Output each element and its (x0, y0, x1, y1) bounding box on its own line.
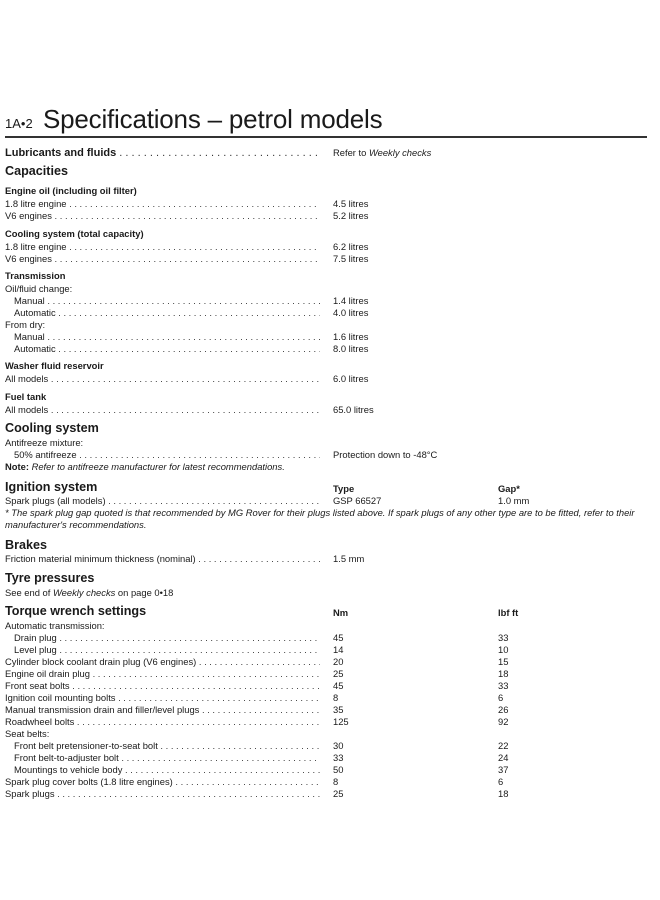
torque-lbf: 6 (498, 776, 504, 787)
spec-label: V6 engines . . . (5, 253, 320, 265)
page-title: Specifications – petrol models (43, 104, 383, 134)
torque-nm: 45 (333, 632, 344, 643)
spec-row (0, 241, 660, 253)
from-dry-label: From dry: (5, 319, 46, 330)
spec-value: Protection down to -48°C (333, 449, 438, 460)
spec-row (0, 404, 660, 416)
washer-heading: Washer fluid reservoir (5, 360, 104, 371)
torque-lbf: 18 (498, 668, 509, 679)
note-label: Note: (5, 461, 29, 472)
torque-label: Spark plugs . . . (5, 788, 320, 800)
spec-value: 1.5 mm (333, 553, 365, 564)
spec-value: 8.0 litres (333, 343, 369, 354)
header-rule (5, 136, 647, 138)
torque-lbf: 6 (498, 692, 504, 703)
torque-label: Mountings to vehicle body . . . (14, 764, 320, 776)
spec-value: 65.0 litres (333, 404, 374, 415)
torque-nm: 25 (333, 668, 344, 679)
tyre-pressures-heading: Tyre pressures (5, 571, 95, 585)
torque-row (0, 764, 660, 776)
spec-value: 1.6 litres (333, 331, 369, 342)
transmission-heading: Transmission (5, 270, 66, 281)
spec-row (0, 198, 660, 210)
torque-nm: 8 (333, 692, 339, 703)
torque-lbf: 15 (498, 656, 509, 667)
spec-row (0, 343, 660, 355)
torque-label: Front belt-to-adjuster bolt . . . (14, 752, 320, 764)
spec-label: Automatic . . . (14, 343, 320, 355)
brakes-heading: Brakes (5, 538, 48, 552)
torque-label: Ignition coil mounting bolts . . . (5, 692, 320, 704)
torque-row (0, 644, 660, 656)
spec-label: 50% antifreeze . . . (14, 449, 320, 461)
spec-label: Manual . . . (14, 295, 320, 307)
torque-nm: 45 (333, 680, 344, 691)
lubricants-value-prefix: Refer to (333, 147, 369, 158)
torque-lbf: 33 (498, 680, 509, 691)
torque-nm: 33 (333, 752, 344, 763)
torque-lbf: 26 (498, 704, 509, 715)
weekly-checks-ref: Weekly checks (52, 587, 116, 598)
spec-value: 5.2 litres (333, 210, 369, 221)
torque-nm: 50 (333, 764, 344, 775)
capacities-heading: Capacities (5, 164, 68, 178)
spec-value: 4.0 litres (333, 307, 369, 318)
spec-label: Manual . . . (14, 331, 320, 343)
spec-value: 6.2 litres (333, 241, 369, 252)
spec-label: 1.8 litre engine . . . (5, 198, 320, 210)
torque-lbf: 92 (498, 716, 509, 727)
spec-label: All models . . . (5, 404, 320, 416)
torque-row (0, 680, 660, 692)
torque-label: Level plug . . . (14, 644, 320, 656)
tyre-pressures-text (5, 587, 173, 598)
torque-heading: Torque wrench settings (5, 604, 147, 618)
spec-label: Spark plugs (all models) . . . (5, 495, 320, 507)
page-header (5, 104, 647, 136)
torque-lbf: 18 (498, 788, 509, 799)
torque-row (0, 656, 660, 668)
tyre-text-prefix: See end of (5, 587, 53, 598)
torque-lbf: 24 (498, 752, 509, 763)
spark-plug-note: * The spark plug gap quoted is that recommended by MG Rover for their plugs listed above. If spark plugs of any other type are to be fitted, refer to their manufacturer's recommendations. (5, 507, 635, 530)
torque-lbf: 10 (498, 644, 509, 655)
antifreeze-note (5, 461, 285, 472)
torque-row (0, 704, 660, 716)
torque-lbf: 37 (498, 764, 509, 775)
torque-nm: 125 (333, 716, 349, 727)
torque-label: Drain plug . . . (14, 632, 320, 644)
spec-label: Friction material minimum thickness (nominal) . . . (5, 553, 320, 565)
torque-label: Roadwheel bolts . . . (5, 716, 320, 728)
antifreeze-label: Antifreeze mixture: (5, 437, 84, 448)
spec-row (0, 210, 660, 222)
weekly-checks-ref: Weekly checks (368, 147, 432, 158)
spec-value: 7.5 litres (333, 253, 369, 264)
torque-row (0, 668, 660, 680)
torque-row (0, 788, 660, 800)
type-column-header: Type (333, 483, 355, 494)
spark-plug-gap: 1.0 mm (498, 495, 530, 506)
spec-value: 4.5 litres (333, 198, 369, 209)
spec-label: All models . . . (5, 373, 320, 385)
torque-nm: 20 (333, 656, 344, 667)
spec-row (0, 373, 660, 385)
lubricants-row (0, 147, 660, 159)
spec-label: V6 engines . . . (5, 210, 320, 222)
spec-row (0, 449, 660, 461)
note-text: Refer to antifreeze manufacturer for latest recommendations. (28, 461, 285, 472)
torque-label: Manual transmission drain and filler/level plugs . . . (5, 704, 320, 716)
spec-row (0, 495, 660, 507)
spec-row (0, 253, 660, 265)
page-code: 1A•2 (5, 116, 33, 131)
engine-oil-heading: Engine oil (including oil filter) (5, 185, 137, 196)
torque-row (0, 752, 660, 764)
torque-nm: 30 (333, 740, 344, 751)
cooling-system-heading: Cooling system (5, 421, 99, 435)
auto-transmission-label: Automatic transmission: (5, 620, 105, 631)
ignition-heading: Ignition system (5, 480, 98, 494)
spec-value: 1.4 litres (333, 295, 369, 306)
spec-label: Automatic . . . (14, 307, 320, 319)
lbf-column-header: lbf ft (498, 607, 519, 618)
spec-label: 1.8 litre engine . . . (5, 241, 320, 253)
torque-label: Front seat bolts . . . (5, 680, 320, 692)
torque-label: Engine oil drain plug . . . (5, 668, 320, 680)
spec-row (0, 295, 660, 307)
cooling-capacity-heading: Cooling system (total capacity) (5, 228, 144, 239)
gap-column-header: Gap* (498, 483, 520, 494)
torque-label: Cylinder block coolant drain plug (V6 engines) . . . (5, 656, 320, 668)
torque-label: Front belt pretensioner-to-seat bolt . . . (14, 740, 320, 752)
spec-row (0, 307, 660, 319)
spec-row (0, 553, 660, 565)
torque-row (0, 776, 660, 788)
torque-row (0, 740, 660, 752)
torque-nm: 25 (333, 788, 344, 799)
torque-nm: 35 (333, 704, 344, 715)
torque-row (0, 632, 660, 644)
torque-nm: 8 (333, 776, 339, 787)
torque-lbf: 33 (498, 632, 509, 643)
spec-value: 6.0 litres (333, 373, 369, 384)
tyre-text-suffix: on page 0•18 (115, 587, 174, 598)
torque-lbf: 22 (498, 740, 509, 751)
lubricants-label: Lubricants and fluids . . . (5, 147, 320, 159)
spark-plug-type: GSP 66527 (333, 495, 382, 506)
fuel-tank-heading: Fuel tank (5, 391, 47, 402)
nm-column-header: Nm (333, 607, 349, 618)
torque-row (0, 716, 660, 728)
torque-label: Spark plug cover bolts (1.8 litre engines) . . . (5, 776, 320, 788)
seat-belts-label: Seat belts: (5, 728, 50, 739)
spec-row (0, 331, 660, 343)
torque-row (0, 692, 660, 704)
oil-change-label: Oil/fluid change: (5, 283, 73, 294)
torque-nm: 14 (333, 644, 344, 655)
lubricants-value (333, 147, 431, 159)
